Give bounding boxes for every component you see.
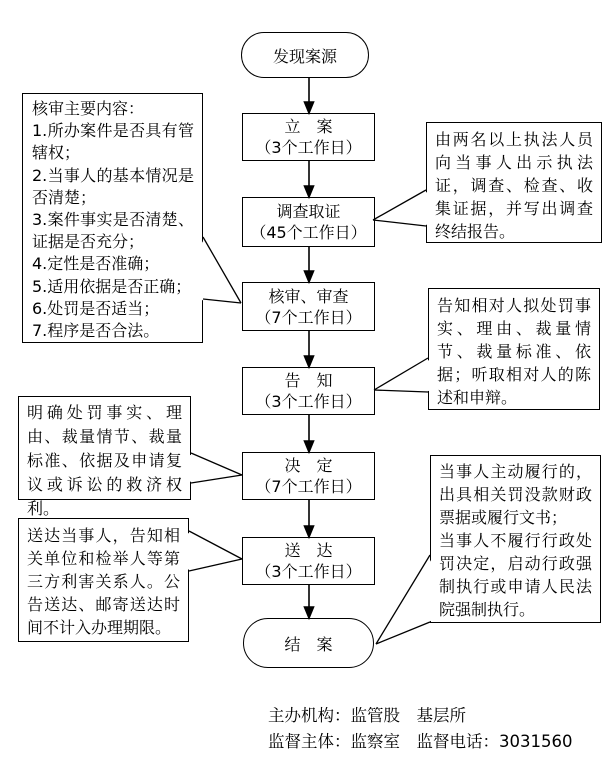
callout-pointer-investigation: [373, 190, 429, 226]
callout-review-item-2: 2.当事人的基本情况是否清楚；: [32, 165, 194, 207]
step-investigation-box: [242, 197, 375, 247]
step-filing-duration: （3个工作日）: [255, 138, 362, 157]
step-notice-duration: （3个工作日）: [255, 392, 362, 411]
callout-closure-note: [430, 455, 601, 623]
flow-arrowhead-icon: [305, 356, 314, 367]
footer: [268, 703, 573, 754]
step-investigation-duration: （45个工作日）: [250, 223, 367, 242]
callout-review-item-5: 5.适用依据是否正确；: [32, 276, 192, 296]
callout-investigation-note: [426, 122, 602, 243]
callout-decision-text: 明确处罚事实、理由、裁量情节、裁量标准、依据及申请复议或诉讼的救济权利。: [27, 403, 182, 518]
callout-decision-note: [18, 396, 191, 518]
start-node: [241, 32, 369, 78]
callout-review-title: 核审主要内容：: [32, 99, 145, 118]
step-filing-label: 立 案: [284, 117, 333, 136]
callout-review-item-3: 3.案件事实是否清楚、证据是否充分；: [32, 210, 194, 252]
callout-review-item-7: 7.程序是否合法。: [32, 321, 160, 341]
step-delivery-label: 送 达: [284, 541, 333, 560]
step-review-label: 核审、审查: [268, 286, 349, 306]
start-node-label: 发现案源: [272, 46, 337, 66]
step-filing-box: [242, 113, 375, 161]
end-node: [243, 618, 374, 668]
step-review-duration: （7个工作日）: [255, 307, 362, 327]
callout-pointer-review: [200, 237, 241, 303]
callout-pointer-delivery: [186, 531, 242, 571]
callout-delivery-note: [18, 518, 189, 642]
step-review-box: [242, 282, 375, 331]
callout-investigation-text: 由两名以上执法人员向当事人出示执法证，调查、检查、收集证据，并写出调查终结报告。: [435, 130, 593, 241]
callout-review-item-4: 4.定性是否准确；: [32, 254, 160, 274]
callout-review-item-6: 6.处罚是否适当；: [32, 298, 160, 318]
flow-arrowhead-icon: [305, 526, 314, 537]
step-delivery-box: [242, 537, 375, 585]
flow-arrowhead-icon: [305, 271, 314, 282]
step-decision-label: 决 定: [284, 456, 333, 475]
flow-arrowhead-icon: [305, 441, 314, 452]
callout-pointer-closure: [376, 555, 433, 644]
step-delivery-duration: （3个工作日）: [255, 562, 362, 581]
callout-notice-note: [428, 288, 600, 410]
footer-supervisor: 监督主体：监察室 监督电话：3031560: [268, 731, 573, 751]
flow-arrowhead-icon: [305, 186, 314, 197]
flow-arrowhead-icon: [305, 102, 314, 113]
callout-closure-text-2: 当事人不履行行政处罚决定，启动行政强制执行或申请人民法院强制执行。: [439, 531, 592, 619]
flow-arrowhead-icon: [305, 607, 314, 618]
callout-pointer-decision: [188, 453, 242, 483]
callout-notice-text: 告知相对人拟处罚事实、理由、裁量情节、裁量标准、依据；听取相对人的陈述和申辩。: [437, 296, 591, 407]
step-investigation-label: 调查取证: [276, 202, 341, 221]
callout-review-content: [22, 93, 203, 343]
step-decision-duration: （7个工作日）: [255, 477, 362, 496]
callout-review-item-1: 1.所办案件是否具有管辖权；: [32, 121, 194, 163]
end-node-label: 结 案: [284, 634, 333, 654]
step-notice-box: [242, 367, 375, 415]
callout-delivery-text: 送达当事人，告知相关单位和检举人等第三方利害关系人。公告送达、邮寄送达时间不计入办理期限。: [27, 526, 180, 637]
step-decision-box: [242, 452, 375, 500]
callout-closure-text-1: 当事人主动履行的，出具相关罚没款财政票据或履行文书；: [439, 462, 592, 527]
callout-pointer-notice: [374, 358, 431, 392]
step-notice-label: 告 知: [284, 371, 333, 390]
footer-organizer: 主办机构：监管股 基层所: [268, 706, 466, 725]
